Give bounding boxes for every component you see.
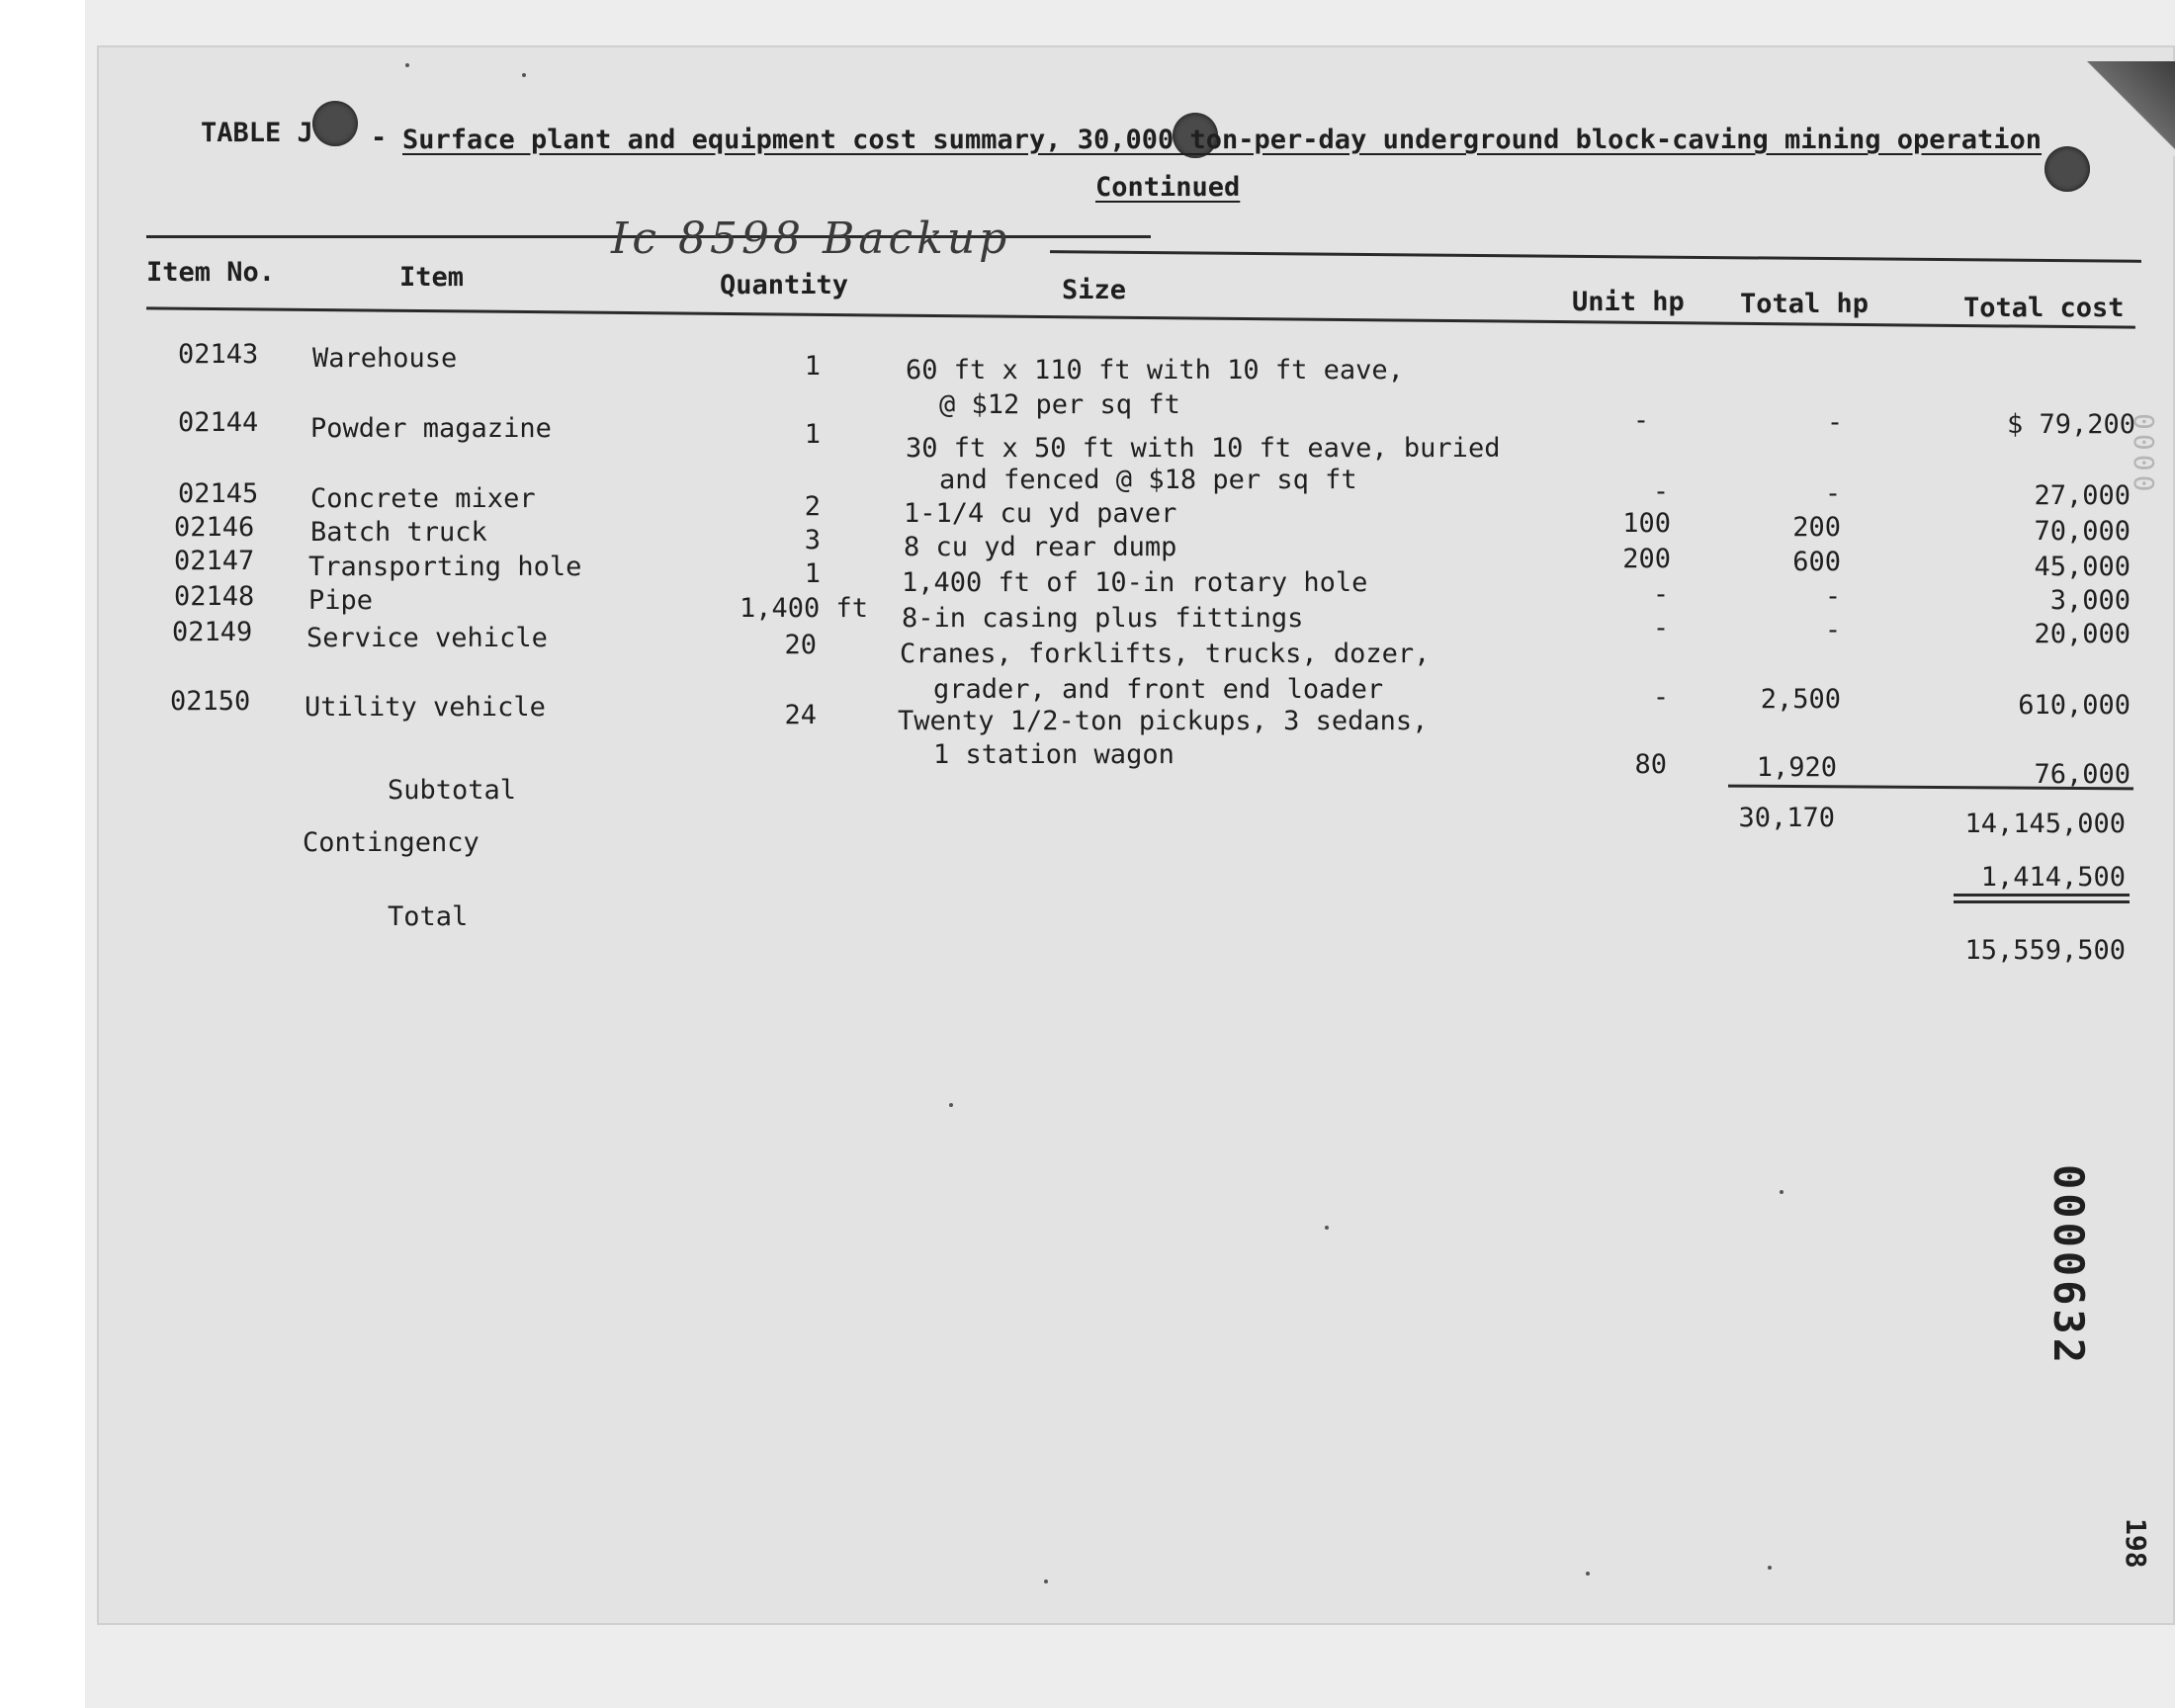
total-hp: - xyxy=(1824,581,1842,612)
item-no: 02146 xyxy=(174,512,255,543)
item-no: 02145 xyxy=(178,478,259,509)
col-header-quantity: Quantity xyxy=(720,270,849,300)
total-cost: 15,559,500 xyxy=(1964,935,2126,966)
unit-hp: - xyxy=(1652,579,1670,610)
quantity: 24 xyxy=(784,700,817,730)
size-line-1: Twenty 1/2-ton pickups, 3 sedans, xyxy=(898,706,1429,736)
quantity: 3 xyxy=(804,525,821,555)
unit-hp: 200 xyxy=(1622,544,1671,574)
col-header-unit-hp: Unit hp xyxy=(1572,287,1685,317)
col-header-total-hp: Total hp xyxy=(1740,289,1870,319)
size-line-1: 60 ft x 110 ft with 10 ft eave, xyxy=(906,355,1404,385)
total-double-rule-2 xyxy=(1954,900,2130,903)
col-header-item-no: Item No. xyxy=(146,257,276,288)
unit-hp: 80 xyxy=(1634,749,1667,780)
item-name: Transporting hole xyxy=(308,552,582,582)
unit-hp: - xyxy=(1652,682,1670,713)
size-line-1: 1-1/4 cu yd paver xyxy=(904,498,1177,529)
subtotal-label: Subtotal xyxy=(388,775,517,806)
size-line-2: 1 station wagon xyxy=(933,739,1174,770)
table-label: TABLE J xyxy=(201,118,313,148)
total-hp: 1,920 xyxy=(1756,752,1837,783)
total-cost: 45,000 xyxy=(2034,552,2131,582)
size-line-1: 8 cu yd rear dump xyxy=(904,532,1177,562)
scan-speck xyxy=(1780,1190,1784,1194)
scan-speck xyxy=(1768,1566,1772,1570)
document-stamp: 0000632 xyxy=(2044,1164,2093,1368)
size-line-2: grader, and front end loader xyxy=(933,674,1384,705)
total-cost: 610,000 xyxy=(2018,690,2131,721)
scan-speck xyxy=(522,73,526,77)
item-name: Powder magazine xyxy=(310,413,552,444)
unit-hp: - xyxy=(1652,476,1670,507)
size-line-2: and fenced @ $18 per sq ft xyxy=(939,465,1357,495)
total-label: Total xyxy=(388,901,469,932)
page-number: 198 xyxy=(2120,1518,2152,1569)
quantity: 1,400 ft xyxy=(739,593,868,624)
item-name: Service vehicle xyxy=(306,623,548,653)
size-line-1: Cranes, forklifts, trucks, dozer, xyxy=(900,639,1431,669)
total-hp: 600 xyxy=(1792,547,1841,577)
table-title: Surface plant and equipment cost summary, 30,000 ton-per-day underground block-caving mining operation xyxy=(402,125,2043,155)
item-name: Pipe xyxy=(308,585,374,616)
total-hp: - xyxy=(1824,478,1842,509)
item-no: 02143 xyxy=(178,339,259,370)
quantity: 2 xyxy=(804,491,821,522)
scan-speck xyxy=(1586,1572,1590,1576)
item-name: Batch truck xyxy=(310,517,487,548)
total-hp: 200 xyxy=(1792,512,1841,543)
title-dash: - xyxy=(371,123,388,153)
total-cost: 20,000 xyxy=(2034,619,2131,649)
item-no: 02147 xyxy=(174,546,255,576)
total-hp: - xyxy=(1824,615,1842,645)
item-name: Utility vehicle xyxy=(304,692,546,723)
contingency-label: Contingency xyxy=(303,827,479,858)
size-line-1: 30 ft x 50 ft with 10 ft eave, buried xyxy=(906,433,1501,464)
size-line-2: @ $12 per sq ft xyxy=(939,389,1180,420)
size-line-1: 1,400 ft of 10-in rotary hole xyxy=(902,567,1368,598)
item-name: Concrete mixer xyxy=(310,483,536,514)
punch-hole-left xyxy=(312,101,358,146)
total-cost: 3,000 xyxy=(2049,585,2131,616)
scan-speck xyxy=(949,1103,953,1107)
scan-speck xyxy=(405,63,409,67)
total-cost: 70,000 xyxy=(2034,516,2131,547)
faint-stamp: 0000 xyxy=(2128,413,2160,496)
subtotal-total-cost: 14,145,000 xyxy=(1964,809,2126,839)
quantity: 20 xyxy=(784,630,817,660)
total-cost: $ 79,200 xyxy=(2006,409,2135,440)
unit-hp: 100 xyxy=(1622,508,1671,539)
title-continued: Continued xyxy=(1095,172,1241,203)
subtotal-total-hp: 30,170 xyxy=(1738,803,1835,833)
item-no: 02144 xyxy=(178,407,259,438)
item-name: Warehouse xyxy=(312,343,458,374)
total-hp: 2,500 xyxy=(1760,684,1841,715)
col-header-size: Size xyxy=(1062,275,1127,305)
item-no: 02148 xyxy=(174,581,255,612)
total-double-rule-1 xyxy=(1954,894,2130,897)
quantity: 1 xyxy=(804,351,821,382)
total-cost: 27,000 xyxy=(2034,480,2131,511)
col-header-item: Item xyxy=(399,262,465,293)
item-no: 02149 xyxy=(172,617,253,647)
total-hp: - xyxy=(1826,407,1844,438)
total-cost: 76,000 xyxy=(2034,759,2131,790)
quantity: 1 xyxy=(804,419,821,450)
unit-hp: - xyxy=(1632,405,1650,436)
contingency-total-cost: 1,414,500 xyxy=(1980,862,2126,893)
col-header-total-cost: Total cost xyxy=(1963,293,2125,323)
size-line-1: 8-in casing plus fittings xyxy=(902,603,1304,634)
handwritten-annotation: Ic 8598 Backup xyxy=(611,214,1011,264)
quantity: 1 xyxy=(804,558,821,589)
page-margin xyxy=(0,0,85,1708)
item-no: 02150 xyxy=(170,686,251,717)
scan-speck xyxy=(1325,1226,1329,1230)
unit-hp: - xyxy=(1652,613,1670,643)
scan-speck xyxy=(1044,1580,1048,1583)
